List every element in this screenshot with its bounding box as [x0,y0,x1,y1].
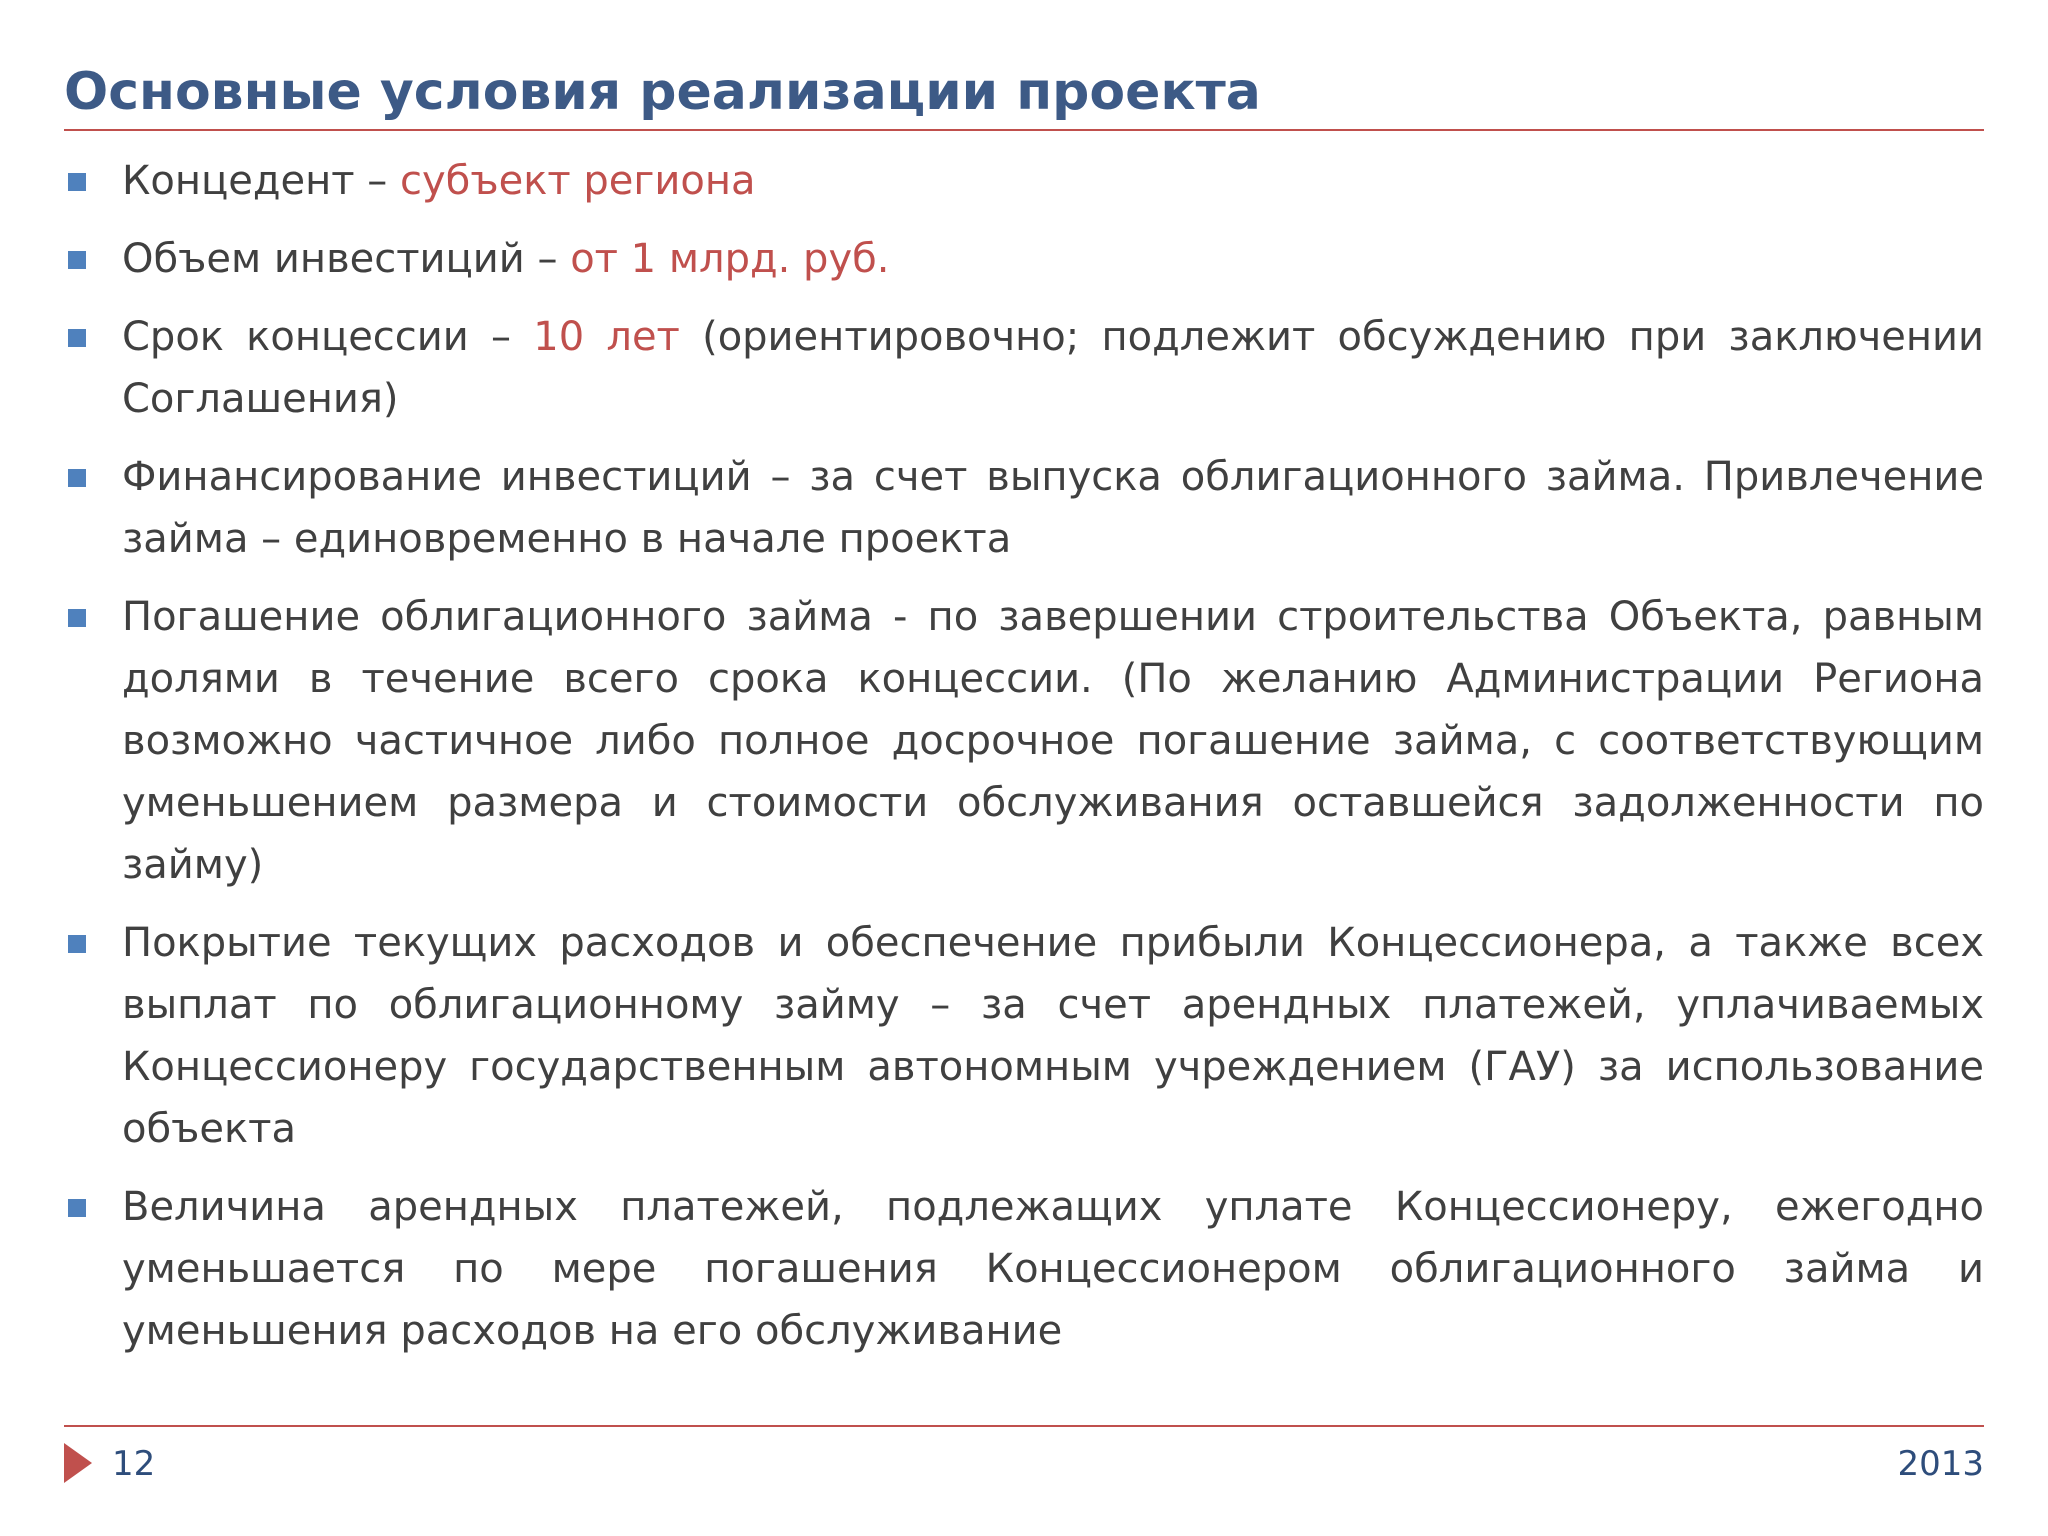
bullet-highlight: субъект региона [400,158,756,204]
bullet-text: Объем инвестиций – [122,236,571,282]
footer-year: 2013 [1897,1444,1984,1484]
square-bullet-icon [68,609,86,627]
triangle-right-icon [64,1443,92,1483]
bullet-item [64,1176,1984,1362]
bullet-item [64,228,1984,290]
bullet-item [64,446,1984,570]
bullet-item [64,150,1984,212]
slide-title: Основные условия реализации проекта [64,62,1261,122]
bullet-item [64,912,1984,1160]
bullet-list [64,150,1984,1378]
bullet-text: Срок концессии – [122,314,534,360]
bullet-text: Финансирование инвестиций – за счет выпуска облигационного займа. Привлечение займа – единовременно в начале проекта [122,454,1984,562]
footer-divider [64,1425,1984,1427]
title-divider [64,129,1984,131]
bullet-item [64,586,1984,896]
bullet-text: Погашение облигационного займа - по завершении строительства Объекта, равным долями в течение всего срока концессии. (По желанию Администрации Региона возможно частичное либо полное досрочное погашение займа, с соответствующим уменьшением размера и стоимости обслуживания оставшейся задолженности по займу) [122,594,1984,888]
square-bullet-icon [68,1199,86,1217]
bullet-highlight: от 1 млрд. руб. [570,236,890,282]
square-bullet-icon [68,173,86,191]
page-number: 12 [112,1444,156,1484]
square-bullet-icon [68,469,86,487]
bullet-text: Покрытие текущих расходов и обеспечение прибыли Концессионера, а также всех выплат по облигационному займу – за счет арендных платежей, уплачиваемых Концессионеру государственным автономным учреждением (ГАУ) за использование объекта [122,920,1984,1152]
square-bullet-icon [68,251,86,269]
bullet-text: Величина арендных платежей, подлежащих уплате Концессионеру, ежегодно уменьшается по мере погашения Концессионером облигационного займа и уменьшения расходов на его обслуживание [122,1184,1984,1354]
bullet-text-rest: (ориентировочно; подлежит обсуждению при заключении Соглашения) [122,314,1984,422]
square-bullet-icon [68,329,86,347]
square-bullet-icon [68,935,86,953]
bullet-item [64,306,1984,430]
bullet-text: Концедент – [122,158,401,204]
bullet-highlight: 10 лет [533,314,680,360]
